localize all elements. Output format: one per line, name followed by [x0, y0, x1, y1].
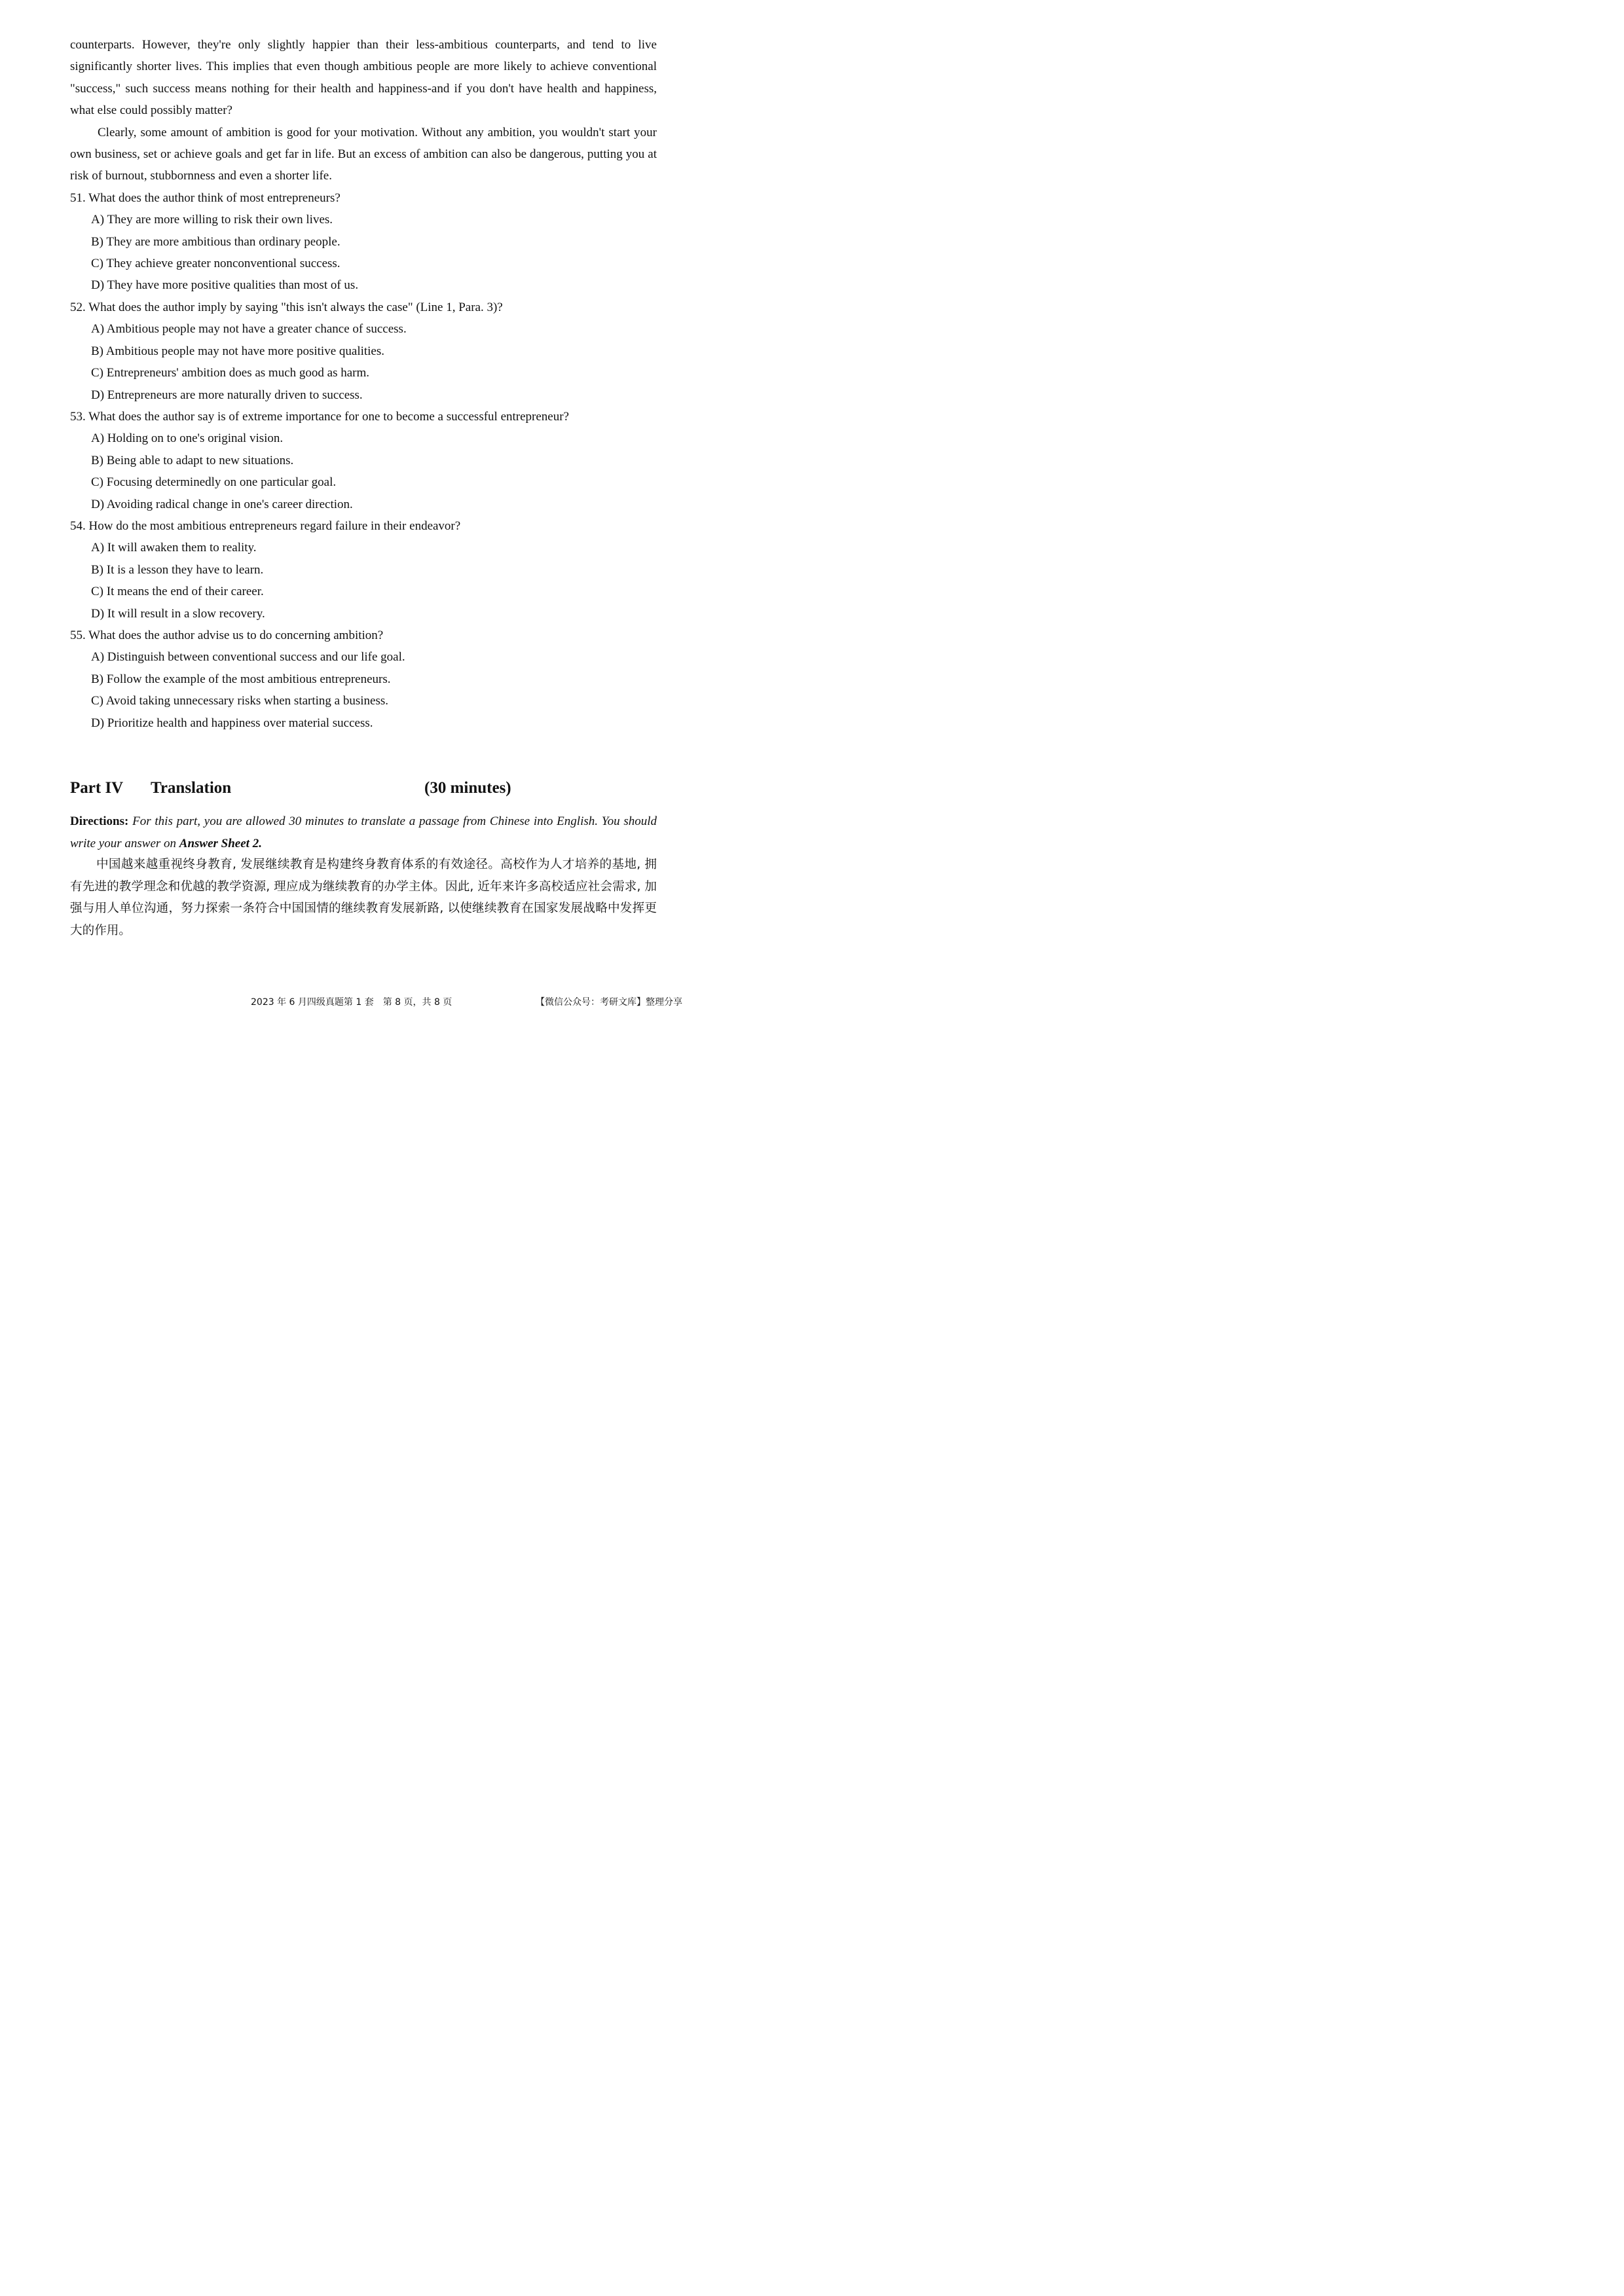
directions-label: Directions:	[70, 814, 129, 828]
answer-option: C) Entrepreneurs' ambition does as much good as harm.	[91, 366, 370, 380]
time-limit: (30 minutes)	[424, 779, 511, 797]
question-54	[70, 515, 657, 625]
answer-option: D) They have more positive qualities than most of us.	[91, 278, 359, 293]
question-stem: 54. How do the most ambitious entrepreneurs regard failure in their endeavor?	[70, 519, 461, 533]
question-52	[70, 297, 657, 406]
answer-option: D) Prioritize health and happiness over material success.	[91, 716, 373, 730]
question-stem: 51. What does the author think of most entrepreneurs?	[70, 191, 341, 205]
answer-option: A) Ambitious people may not have a greater chance of success.	[91, 322, 407, 337]
answer-option: C) It means the end of their career.	[91, 585, 264, 599]
answer-option: A) Holding on to one's original vision.	[91, 431, 284, 446]
answer-option: C) Avoid taking unnecessary risks when starting a business.	[91, 694, 388, 708]
question-stem: 55. What does the author advise us to do concerning ambition?	[70, 628, 384, 642]
part-heading	[70, 779, 657, 805]
answer-option: D) Entrepreneurs are more naturally driven to success.	[91, 388, 363, 402]
answer-option: A) They are more willing to risk their own lives.	[91, 213, 333, 227]
directions	[70, 811, 657, 855]
answer-option: B) Ambitious people may not have more positive qualities.	[91, 344, 385, 358]
reading-passage	[70, 34, 657, 734]
question-53	[70, 406, 657, 515]
passage-paragraph: Clearly, some amount of ambition is good for your motivation. Without any ambition, you wouldn't start your own business, set or achieve goals and get far in life. But an excess of ambition can also be dangerous, putting you at risk of burnout, stubbornness and even a shorter life.	[70, 125, 657, 183]
answer-option: A) It will awaken them to reality.	[91, 541, 257, 555]
answer-option: C) They achieve greater nonconventional success.	[91, 257, 341, 271]
directions-text: For this part, you are allowed 30 minutes to translate a passage from Chinese into English. You should write your answer on	[70, 814, 657, 850]
answer-option: C) Focusing determinedly on one particular goal.	[91, 475, 337, 490]
answer-option: B) They are more ambitious than ordinary people.	[91, 234, 341, 249]
answer-option: A) Distinguish between conventional success and our life goal.	[91, 650, 405, 665]
chinese-passage: 中国越来越重视终身教育, 发展继续教育是构建终身教育体系的有效途径。高校作为人才培养的基地, 拥有先进的教学理念和优越的教学资源, 理应成为继续教育的办学主体。因此, 近年来许多高校适应社会需求, 加强与用人单位沟通，努力探索一条符合中国国情的继续教育发展新路, 以使继续教育在国家发展战略中发挥更大的作用。	[70, 858, 657, 938]
answer-option: D) Avoiding radical change in one's career direction.	[91, 497, 353, 511]
question-51	[70, 187, 657, 297]
answer-option: D) It will result in a slow recovery.	[91, 606, 265, 621]
share-note: 【微信公众号：考研文库】整理分享	[536, 997, 682, 1008]
answer-option: B) Being able to adapt to new situations.	[91, 453, 294, 467]
question-stem: 52. What does the author imply by saying "this isn't always the case" (Line 1, Para. 3)?	[70, 300, 503, 314]
part-label: Part IV	[70, 779, 124, 797]
answer-option: B) Follow the example of the most ambitious entrepreneurs.	[91, 672, 391, 686]
answer-option: B) It is a lesson they have to learn.	[91, 562, 264, 577]
page-footer: 2023 年 6 月四级真题第 1 套 第 8 页，共 8 页	[251, 997, 452, 1008]
question-stem: 53. What does the author say is of extreme importance for one to become a successful entrepreneur?	[70, 409, 569, 424]
answer-sheet-ref: Answer Sheet 2.	[179, 837, 262, 850]
section-title: Translation	[151, 779, 232, 797]
passage-paragraph: counterparts. However, they're only slightly happier than their less-ambitious counterparts, and tend to live significantly shorter lives. This implies that even though ambitious people are more likely to achieve conventional "success," such success means nothing for their health and happiness-and if you don't have health and happiness, what else could possibly matter?	[70, 38, 657, 118]
question-55	[70, 625, 657, 734]
